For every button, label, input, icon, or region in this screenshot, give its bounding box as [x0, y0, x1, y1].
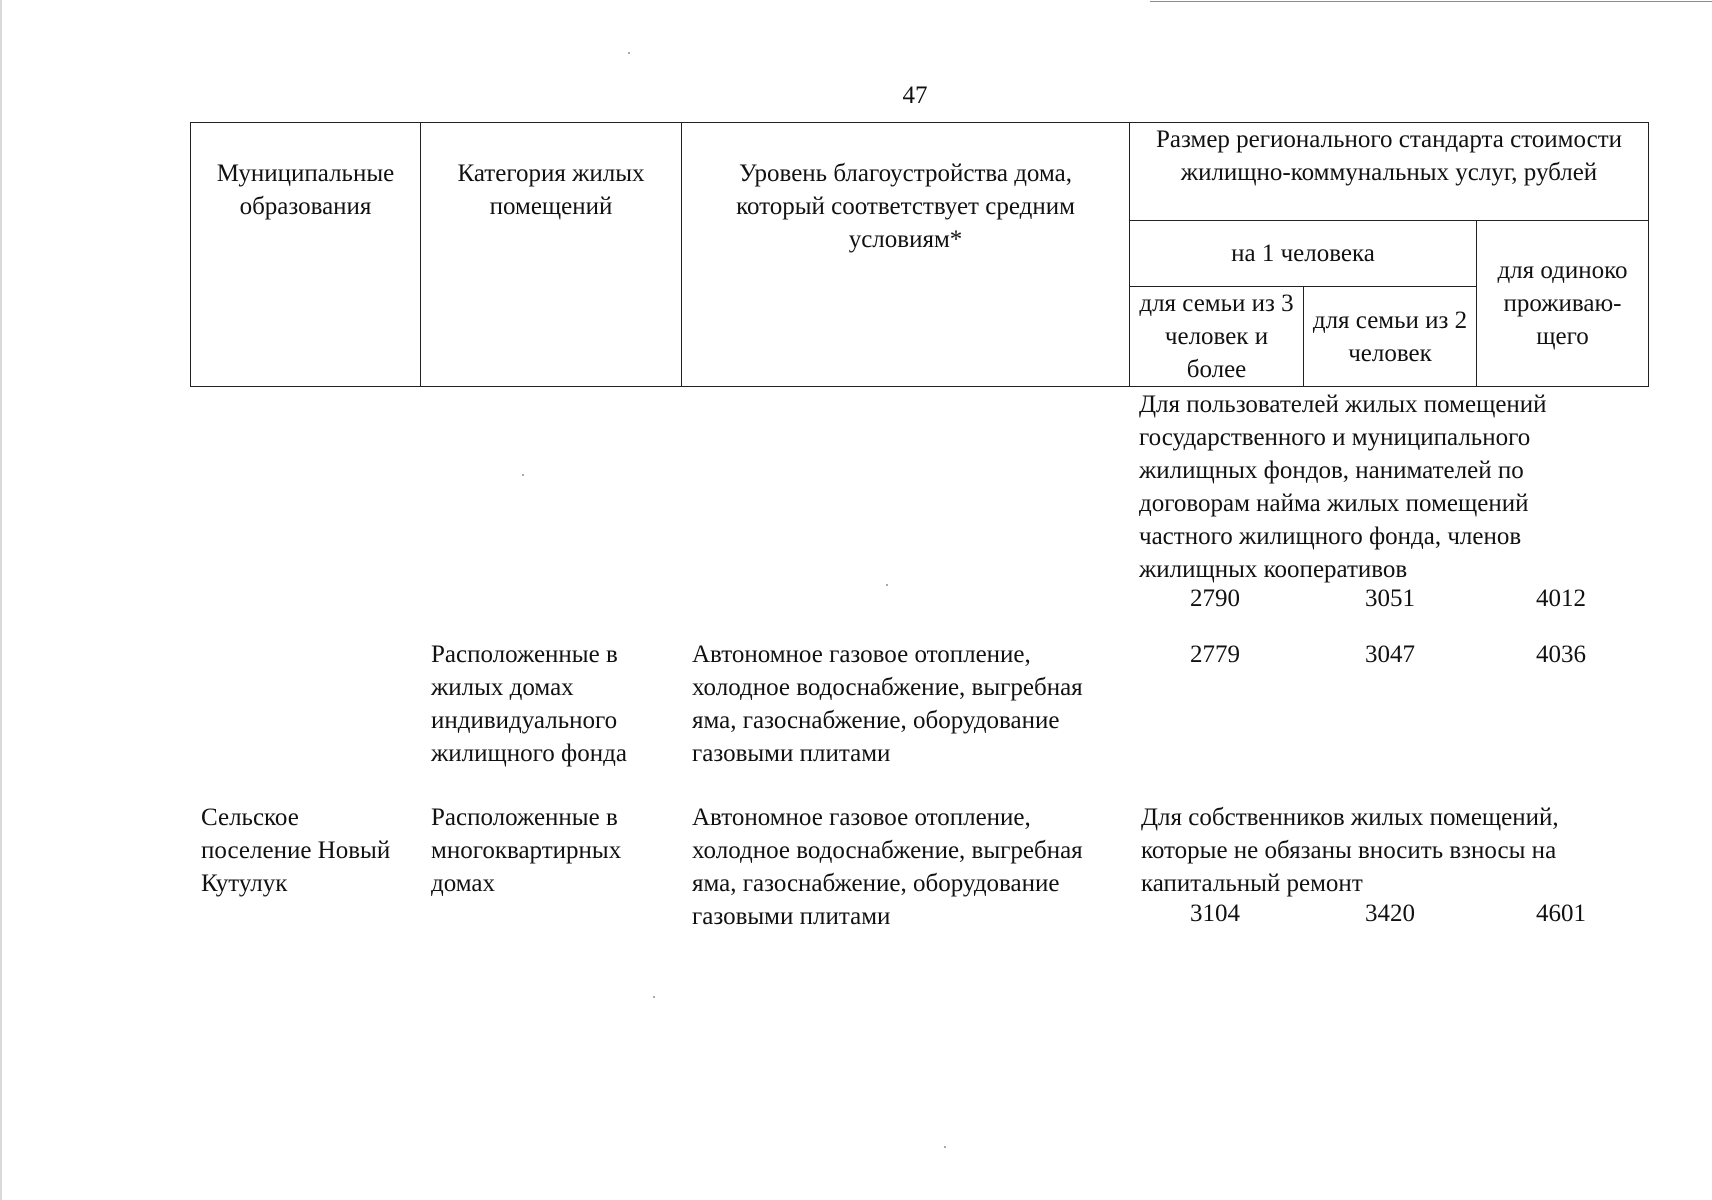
- scan-speck: [628, 52, 630, 54]
- row2-value-single: 4036: [1536, 641, 1586, 668]
- header-level: Уровень благоустройства дома, который соответствует средним условиям*: [682, 123, 1130, 387]
- row3-category: Расположенные в многоквартирных домах: [431, 804, 622, 897]
- block1-value-family3: 2790: [1190, 585, 1240, 612]
- row2-category: Расположенные в жилых домах индивидуального жилищного фонда: [431, 641, 627, 767]
- row2-value-family3: 2779: [1190, 641, 1240, 668]
- scan-artifact-line: [1150, 1, 1712, 2]
- header-per-person: на 1 человека: [1130, 221, 1477, 287]
- page-number: 47: [902, 82, 928, 109]
- row2-level: Автономное газовое отопление, холодное водоснабжение, выгребная яма, газоснабжение, оборудование газовыми плитами: [692, 641, 1083, 767]
- scan-speck: [944, 1146, 946, 1148]
- scan-artifact-edge: [0, 0, 2, 1200]
- row2-value-family2: 3047: [1365, 641, 1415, 668]
- row3-value-single: 4601: [1536, 900, 1586, 927]
- block1-value-single: 4012: [1536, 585, 1586, 612]
- header-category: Категория жилых помещений: [421, 123, 682, 387]
- row3-municipal: Сельское поселение Новый Кутулук: [201, 804, 391, 897]
- header-standard-size: Размер регионального стандарта стоимости жилищно-коммунальных услуг, рублей: [1130, 123, 1649, 221]
- scan-speck: [522, 474, 524, 476]
- scan-speck: [886, 584, 888, 586]
- row3-value-family3: 3104: [1190, 900, 1240, 927]
- row3-note: Для собственников жилых помещений, которые не обязаны вносить взносы на капитальный ремонт: [1141, 804, 1559, 897]
- block1-note: Для пользователей жилых помещений государственного и муниципального жилищных фондов, нанимателей по договорам найма жилых помещений частного жилищного фонда, членов жилищных кооперативов: [1139, 391, 1547, 583]
- row3-level: Автономное газовое отопление, холодное водоснабжение, выгребная яма, газоснабжение, оборудование газовыми плитами: [692, 804, 1083, 930]
- row3-value-family2: 3420: [1365, 900, 1415, 927]
- block1-value-family2: 3051: [1365, 585, 1415, 612]
- scan-speck: [653, 996, 655, 998]
- header-family2: для семьи из 2 человек: [1304, 287, 1477, 387]
- header-municipal: Муниципальные образования: [191, 123, 421, 387]
- header-single: для одиноко проживаю-щего: [1477, 221, 1649, 387]
- header-table: [190, 122, 1649, 387]
- header-family3: для семьи из 3 человек и более: [1130, 287, 1304, 387]
